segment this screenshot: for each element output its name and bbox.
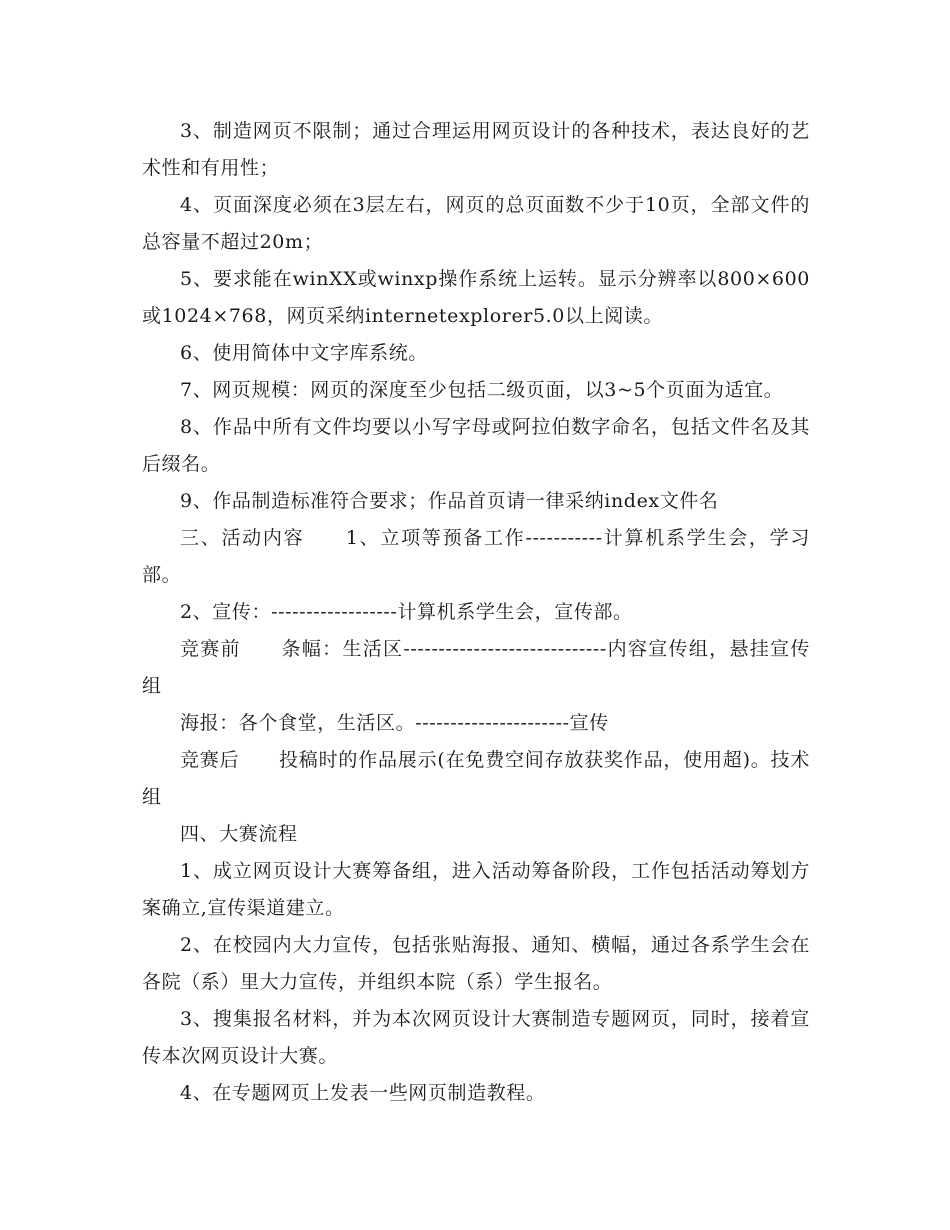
section-heading-process: 四、大赛流程 (180, 823, 298, 845)
paragraph-item-8: 8、作品中所有文件均要以小写字母或阿拉伯数字命名，包括文件名及其后缀名。 (142, 416, 810, 475)
paragraph-publicity: 2、宣传：------------------计算机系学生会，宣传部。 (180, 601, 633, 623)
process-step-2: 2、在校园内大力宣传，包括张贴海报、通知、横幅，通过各系学生会在各院（系）里大力宣传，并组织本院（系）学生报名。 (142, 934, 810, 993)
section-activity-content: 三、活动内容 1、立项等预备工作-----------计算机系学生会，学习部。 (142, 527, 810, 586)
paragraph-item-6: 6、使用简体中文字库系统。 (180, 342, 428, 364)
process-step-1: 1、成立网页设计大赛筹备组，进入活动筹备阶段，工作包括活动筹划方案确立,宣传渠道建立。 (142, 860, 810, 919)
paragraph-posters: 海报：各个食堂，生活区。----------------------宣传 (180, 712, 609, 734)
process-step-3: 3、搜集报名材料，并为本次网页设计大赛制造专题网页，同时，接着宣传本次网页设计大赛。 (142, 1008, 810, 1067)
paragraph-item-3: 3、制造网页不限制；通过合理运用网页设计的各种技术，表达良好的艺术性和有用性； (142, 120, 810, 179)
paragraph-after-contest: 竞赛后 投稿时的作品展示(在免费空间存放获奖作品，使用超)。技术组 (142, 749, 810, 808)
paragraph-item-4: 4、页面深度必须在3层左右，网页的总页面数不少于10页，全部文件的总容量不超过20m； (142, 194, 810, 253)
document-body (142, 113, 810, 1112)
paragraph-item-5: 5、要求能在winXX或winxp操作系统上运转。显示分辨率以800×600或1024×768，网页采纳internetexplorer5.0以上阅读。 (142, 268, 810, 327)
process-step-4: 4、在专题网页上发表一些网页制造教程。 (180, 1082, 546, 1104)
paragraph-item-7: 7、网页规模：网页的深度至少包括二级页面，以3~5个页面为适宜。 (180, 379, 784, 401)
paragraph-item-9: 9、作品制造标准符合要求；作品首页请一律采纳index文件名 (180, 490, 719, 512)
paragraph-before-contest: 竞赛前 条幅：生活区-----------------------------内容宣传组，悬挂宣传组 (142, 638, 810, 697)
